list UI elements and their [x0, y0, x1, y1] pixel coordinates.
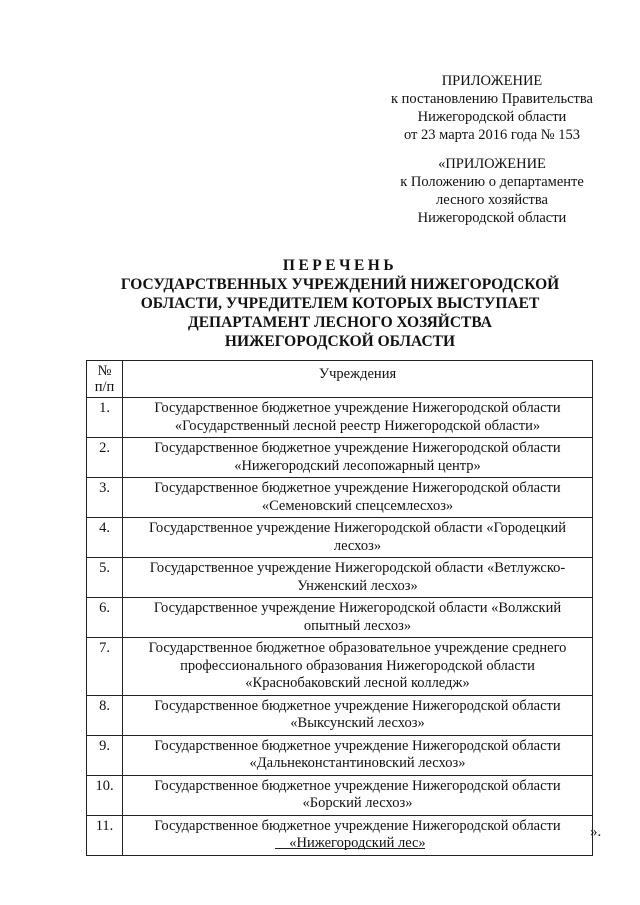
table-row	[87, 478, 593, 518]
institution-line: Государственное бюджетное учреждение Нижегородской области	[154, 817, 561, 834]
institution-line: Государственное бюджетное образовательное учреждение среднего	[148, 640, 567, 656]
row-number: 9.	[87, 735, 123, 775]
annex-main-line: ПРИЛОЖЕНИЕ	[441, 73, 543, 89]
header-name-cell: Учреждения	[123, 361, 593, 398]
closing-mark: ».	[590, 824, 602, 840]
institution-line: Государственное бюджетное учреждение Нижегородской области	[154, 697, 561, 714]
title-line: ДЕПАРТАМЕНТ ЛЕСНОГО ХОЗЯЙСТВА	[188, 314, 492, 331]
row-number: 3.	[87, 478, 123, 518]
institution-line: «Нижегородский лесопожарный центр»	[234, 457, 481, 474]
institution-line: Государственное учреждение Нижегородской области «Ветлужско-	[149, 560, 566, 576]
institution-line: Государственное бюджетное учреждение Нижегородской области	[154, 777, 561, 794]
table-row	[87, 638, 593, 696]
institution-line: опытный лесхоз»	[303, 617, 412, 634]
annex-main-line: к постановлению Правительства	[391, 91, 593, 107]
table-row	[87, 518, 593, 558]
row-institution	[123, 735, 593, 775]
institution-line: Государственное учреждение Нижегородской области «Волжский	[153, 600, 562, 616]
row-number: 8.	[87, 695, 123, 735]
table-body	[87, 398, 593, 856]
title-line: НИЖЕГОРОДСКОЙ ОБЛАСТИ	[224, 333, 456, 350]
annex-main-block	[382, 72, 602, 144]
institution-line: Государственное бюджетное учреждение Нижегородской области	[154, 737, 561, 754]
annex-nested-line: «ПРИЛОЖЕНИЕ	[438, 156, 546, 172]
institutions-table	[86, 360, 593, 856]
annex-main-line: Нижегородской области	[417, 109, 567, 125]
annex-main-line: от 23 марта 2016 года № 153	[404, 127, 580, 143]
row-institution	[123, 598, 593, 638]
table-row	[87, 815, 593, 855]
table-row	[87, 438, 593, 478]
header-number-cell	[87, 361, 123, 398]
table-row	[87, 735, 593, 775]
table-header-row	[87, 361, 593, 398]
title-heading: ПЕРЕЧЕНЬ	[282, 257, 398, 274]
institution-line: Государственное бюджетное учреждение Нижегородской области	[154, 440, 561, 456]
row-number: 11.	[87, 815, 123, 855]
row-institution	[123, 558, 593, 598]
table-row	[87, 558, 593, 598]
row-institution	[123, 638, 593, 696]
header-number-symbol: №	[97, 363, 112, 379]
institution-line: «Выксунский лесхоз»	[290, 715, 425, 731]
institution-line: профессионального образования Нижегородской области	[180, 657, 535, 674]
institution-line: лесхоз»	[333, 537, 382, 554]
row-institution	[123, 775, 593, 815]
row-institution	[123, 695, 593, 735]
table-row	[87, 598, 593, 638]
institution-line: «Дальнеконстантиновский лесхоз»	[249, 755, 466, 771]
annex-nested-line: лесного хозяйства	[436, 192, 548, 208]
row-number: 6.	[87, 598, 123, 638]
institution-line: «Государственный лесной реестр Нижегородской области»	[174, 417, 541, 434]
row-number: 1.	[87, 398, 123, 438]
table-row	[87, 398, 593, 438]
row-number: 10.	[87, 775, 123, 815]
annex-nested-line: Нижегородской области	[417, 210, 567, 226]
title-line: ОБЛАСТИ, УЧРЕДИТЕЛЕМ КОТОРЫХ ВЫСТУПАЕТ	[140, 295, 540, 312]
bottom-divider	[275, 848, 425, 849]
institution-line: Унженский лесхоз»	[297, 577, 418, 594]
row-institution	[123, 815, 593, 855]
row-institution	[123, 438, 593, 478]
institution-line: «Семеновский спецсемлесхоз»	[261, 497, 454, 514]
institution-line: Государственное учреждение Нижегородской области «Городецкий	[148, 520, 567, 536]
table-row	[87, 695, 593, 735]
institution-line: «Нижегородский лес»	[289, 835, 426, 851]
row-number: 4.	[87, 518, 123, 558]
annex-nested-line: к Положению о департаменте	[400, 174, 584, 190]
row-institution	[123, 518, 593, 558]
header-number-abbrev: п/п	[94, 379, 115, 395]
row-number: 5.	[87, 558, 123, 598]
table-row	[87, 775, 593, 815]
row-number: 2.	[87, 438, 123, 478]
institution-line: «Борский лесхоз»	[302, 795, 413, 811]
row-institution	[123, 398, 593, 438]
title-line: ГОСУДАРСТВЕННЫХ УЧРЕЖДЕНИЙ НИЖЕГОРОДСКОЙ	[120, 276, 560, 293]
institution-line: «Краснобаковский лесной колледж»	[245, 675, 470, 691]
institution-line: Государственное бюджетное учреждение Нижегородской области	[154, 480, 561, 496]
annex-nested-block	[382, 155, 602, 227]
document-title	[100, 256, 580, 351]
row-number: 7.	[87, 638, 123, 696]
row-institution	[123, 478, 593, 518]
institution-line: Государственное бюджетное учреждение Нижегородской области	[154, 400, 561, 416]
